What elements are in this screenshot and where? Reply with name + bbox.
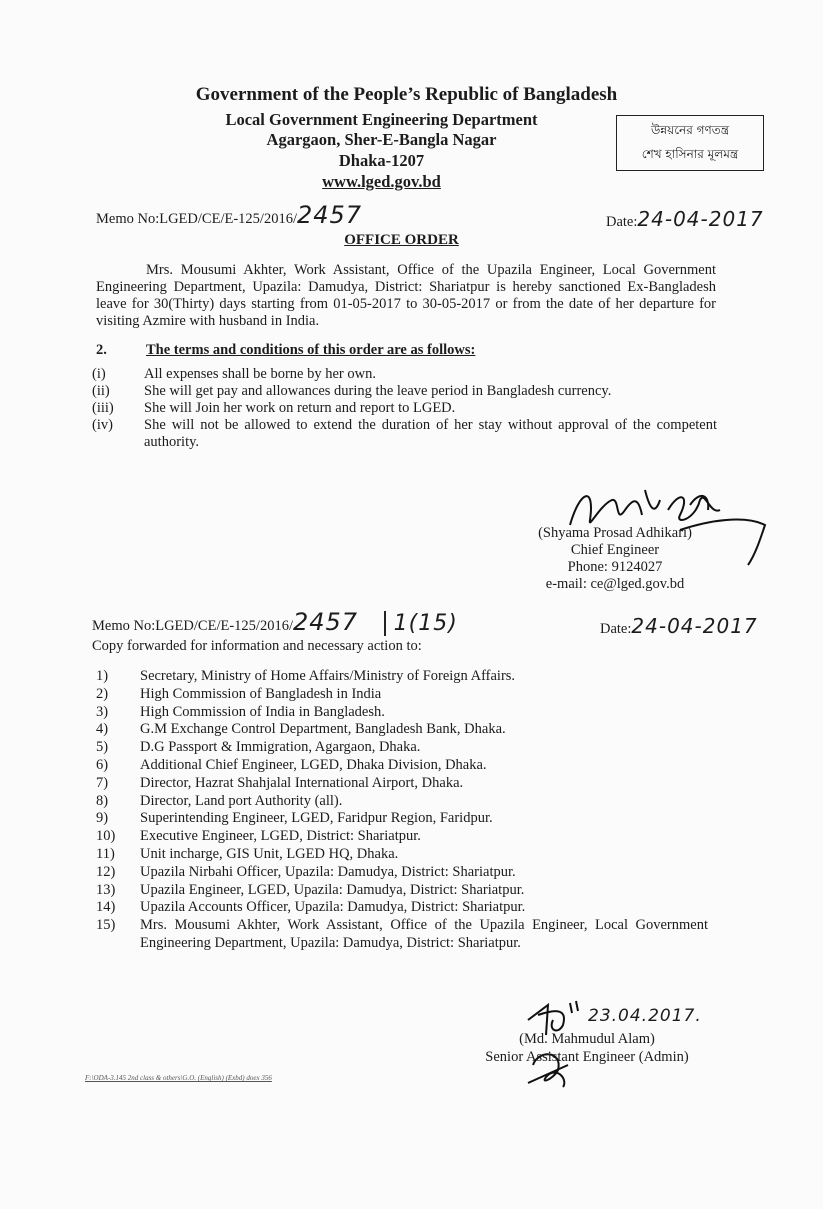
date-handwritten: 24-04-2017 (631, 614, 758, 638)
stamp-line-2: শেখ হাসিনার মূলমন্ত্র (641, 147, 739, 161)
list-item: 9) Superintending Engineer, LGED, Faridpur Region, Faridpur. (96, 810, 493, 827)
list-item: 13) Upazila Engineer, LGED, Upazila: Damudya, District: Shariatpur. (96, 881, 525, 898)
slogan-stamp (616, 115, 764, 171)
header-department: Local Government Engineering Department (225, 110, 538, 129)
signatory-1-block (500, 525, 730, 593)
office-order-title: OFFICE ORDER (344, 232, 459, 248)
list-item: 10) Executive Engineer, LGED, District: Shariatpur. (96, 828, 421, 845)
signatory-1-phone: Phone: 9124027 (567, 559, 663, 575)
list-item: 2) High Commission of Bangladesh in India (96, 685, 382, 702)
list-item: 8) Director, Land port Authority (all). (96, 792, 343, 809)
memo-date-1 (606, 207, 764, 231)
memo-date-2 (600, 614, 758, 638)
term-item: (i) All expenses shall be borne by her own. (92, 366, 376, 382)
list-item: 5) D.G Passport & Immigration, Agargaon, Dhaka. (96, 739, 421, 756)
memo-handwritten-sub: 1(15) (384, 611, 458, 636)
stamp-line-1: উন্নয়নের গণতন্ত্র (650, 123, 730, 137)
memo-number-2 (92, 608, 458, 636)
signatory-1-title: Chief Engineer (570, 542, 660, 558)
date-label: Date: (600, 621, 632, 637)
signatory-2-handwritten-date: 23.04.2017. (588, 1006, 702, 1026)
section-2-heading (96, 342, 476, 359)
term-item: (iii) She will Join her work on return and report to LGED. (92, 400, 456, 416)
memo-prefix: Memo No:LGED/CE/E-125/2016/ (92, 618, 293, 634)
list-item: 12) Upazila Nirbahi Officer, Upazila: Damudya, District: Shariatpur. (96, 863, 516, 880)
signatory-1-email: e-mail: ce@lged.gov.bd (545, 576, 685, 592)
list-item: 14) Upazila Accounts Officer, Upazila: Damudya, District: Shariatpur. (96, 899, 526, 916)
header-website: www.lged.gov.bd (322, 172, 441, 191)
header-government: Government of the People’s Republic of Bangladesh (195, 84, 618, 105)
signatory-2-title: Senior Assistant Engineer (Admin) (485, 1049, 689, 1065)
list-item: 1) Secretary, Ministry of Home Affairs/Ministry of Foreign Affairs. (96, 668, 516, 684)
list-item: 15) Mrs. Mousumi Akhter, Work Assistant, Office of the Upazila Engineer, Local Government Engineering Department, Upazila: Damudya, District: Shariatpur. (96, 917, 708, 951)
term-item: (ii) She will get pay and allowances during the leave period in Bangladesh currency. (92, 383, 612, 399)
date-label: Date: (606, 214, 638, 230)
memo-prefix: Memo No:LGED/CE/E-125/2016/ (96, 211, 297, 227)
list-item: 6) Additional Chief Engineer, LGED, Dhaka Division, Dhaka. (96, 756, 487, 773)
date-handwritten: 24-04-2017 (637, 207, 764, 231)
copy-forward-text: Copy forwarded for information and necessary action to: (92, 638, 422, 654)
list-item: 3) High Commission of India in Bangladesh. (96, 703, 385, 720)
memo-handwritten-number: 2457 (296, 201, 363, 229)
section-title: The terms and conditions of this order are as follows: (146, 342, 476, 358)
signatory-2-name: (Md. Mahmudul Alam) (519, 1031, 655, 1047)
term-item: (iv) She will not be allowed to extend the duration of her stay without approval of the competent authority. (92, 417, 717, 450)
footer-file-path: F:\ODA-3.145 2nd class & others\G.O. (English) (Exbd) doex 356 (85, 1074, 272, 1082)
header-address: Agargaon, Sher-E-Bangla Nagar (266, 130, 497, 149)
memo-number-1 (96, 201, 362, 229)
signatory-1-name: (Shyama Prosad Adhikari) (538, 525, 692, 541)
list-item: 11) Unit incharge, GIS Unit, LGED HQ, Dhaka. (96, 845, 399, 862)
terms-list (92, 366, 717, 451)
list-item: 7) Director, Hazrat Shahjalal International Airport, Dhaka. (96, 774, 464, 791)
memo-handwritten-number: 2457 (292, 608, 359, 636)
order-paragraph: Mrs. Mousumi Akhter, Work Assistant, Office of the Upazila Engineer, Local Government Engineering Department, Upazila: Damudya, District: Shariatpur is hereby sanctioned Ex-Bangladesh leave for 30(Thirty) days starting from 01-05-2017 to 30-05-2017 or from the date of her departure for visiting Azmire with husband in India. (96, 262, 716, 329)
recipients-list (96, 668, 708, 953)
list-item: 4) G.M Exchange Control Department, Bangladesh Bank, Dhaka. (96, 721, 506, 738)
signatory-2-block (462, 1030, 712, 1066)
header-city: Dhaka-1207 (338, 151, 425, 170)
section-number: 2. (96, 342, 107, 358)
